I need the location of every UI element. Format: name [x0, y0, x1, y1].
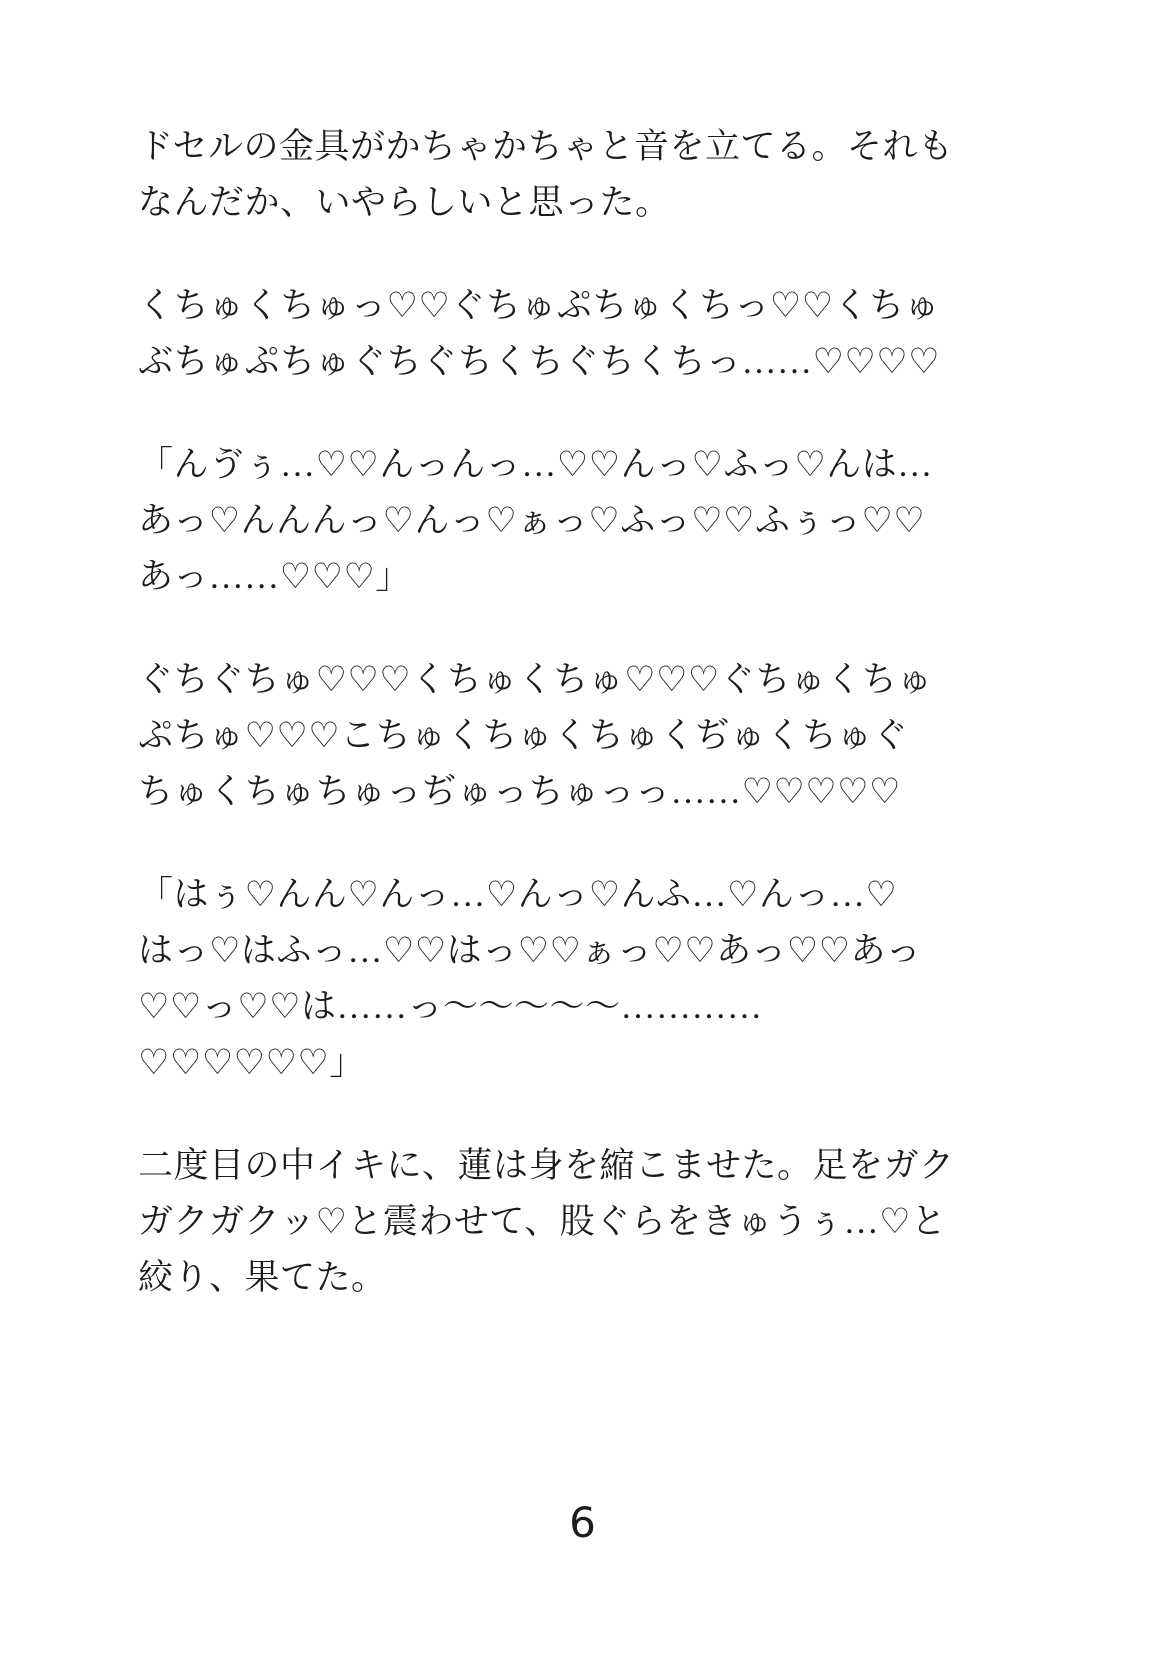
paragraph-narration-2	[138, 1138, 955, 1306]
text-line: ♡♡っ♡♡は……っ～～～～～…………	[138, 987, 763, 1026]
text-line: ちゅくちゅちゅっぢゅっちゅっっ……♡♡♡♡♡	[138, 772, 901, 811]
text-line: はっ♡はふっ…♡♡はっ♡♡ぁっ♡♡あっ♡♡あっ	[138, 931, 922, 970]
text-line: ぶちゅぷちゅぐちぐちくちぐちくちっ……♡♡♡♡	[138, 342, 941, 381]
text-line: 「はぅ♡んん♡んっ…♡んっ♡んふ…♡んっ…♡	[138, 875, 898, 914]
text-line: ぷちゅ♡♡♡こちゅくちゅくちゅくぢゅくちゅぐ	[138, 716, 909, 755]
text-line: 絞り、果てた。	[138, 1258, 387, 1297]
paragraph-dialogue-2	[138, 867, 955, 1091]
paragraph-dialogue-1	[138, 437, 955, 605]
text-line: あっ♡んんんっ♡んっ♡ぁっ♡ふっ♡♡ふぅっ♡♡	[138, 501, 926, 540]
paragraph-sfx-1	[138, 278, 955, 390]
text-line: くちゅくちゅっ♡♡ぐちゅぷちゅくちっ♡♡くちゅ	[138, 286, 941, 325]
text-line: ドセルの金具がかちゃかちゃと音を立てる。それも	[138, 127, 954, 166]
text-line: ♡♡♡♡♡♡」	[138, 1043, 365, 1082]
page-number: 6	[569, 1498, 596, 1547]
text-line: 二度目の中イキに、蓮は身を縮こませた。足をガク	[138, 1146, 955, 1185]
text-line: 「んゔぅ…♡♡んっんっ…♡♡んっ♡ふっ♡んは…	[138, 445, 933, 484]
text-line: ぐちぐちゅ♡♡♡くちゅくちゅ♡♡♡ぐちゅくちゅ	[138, 660, 933, 699]
text-line: なんだか、いやらしいと思った。	[138, 183, 671, 222]
paragraph-sfx-2	[138, 652, 955, 820]
text-line: ガクガクッ♡と震わせて、股ぐらをきゅうぅ…♡と	[138, 1202, 947, 1241]
page-text	[138, 119, 955, 1306]
text-line: あっ……♡♡♡」	[138, 557, 411, 596]
paragraph-narration-1	[138, 119, 955, 231]
